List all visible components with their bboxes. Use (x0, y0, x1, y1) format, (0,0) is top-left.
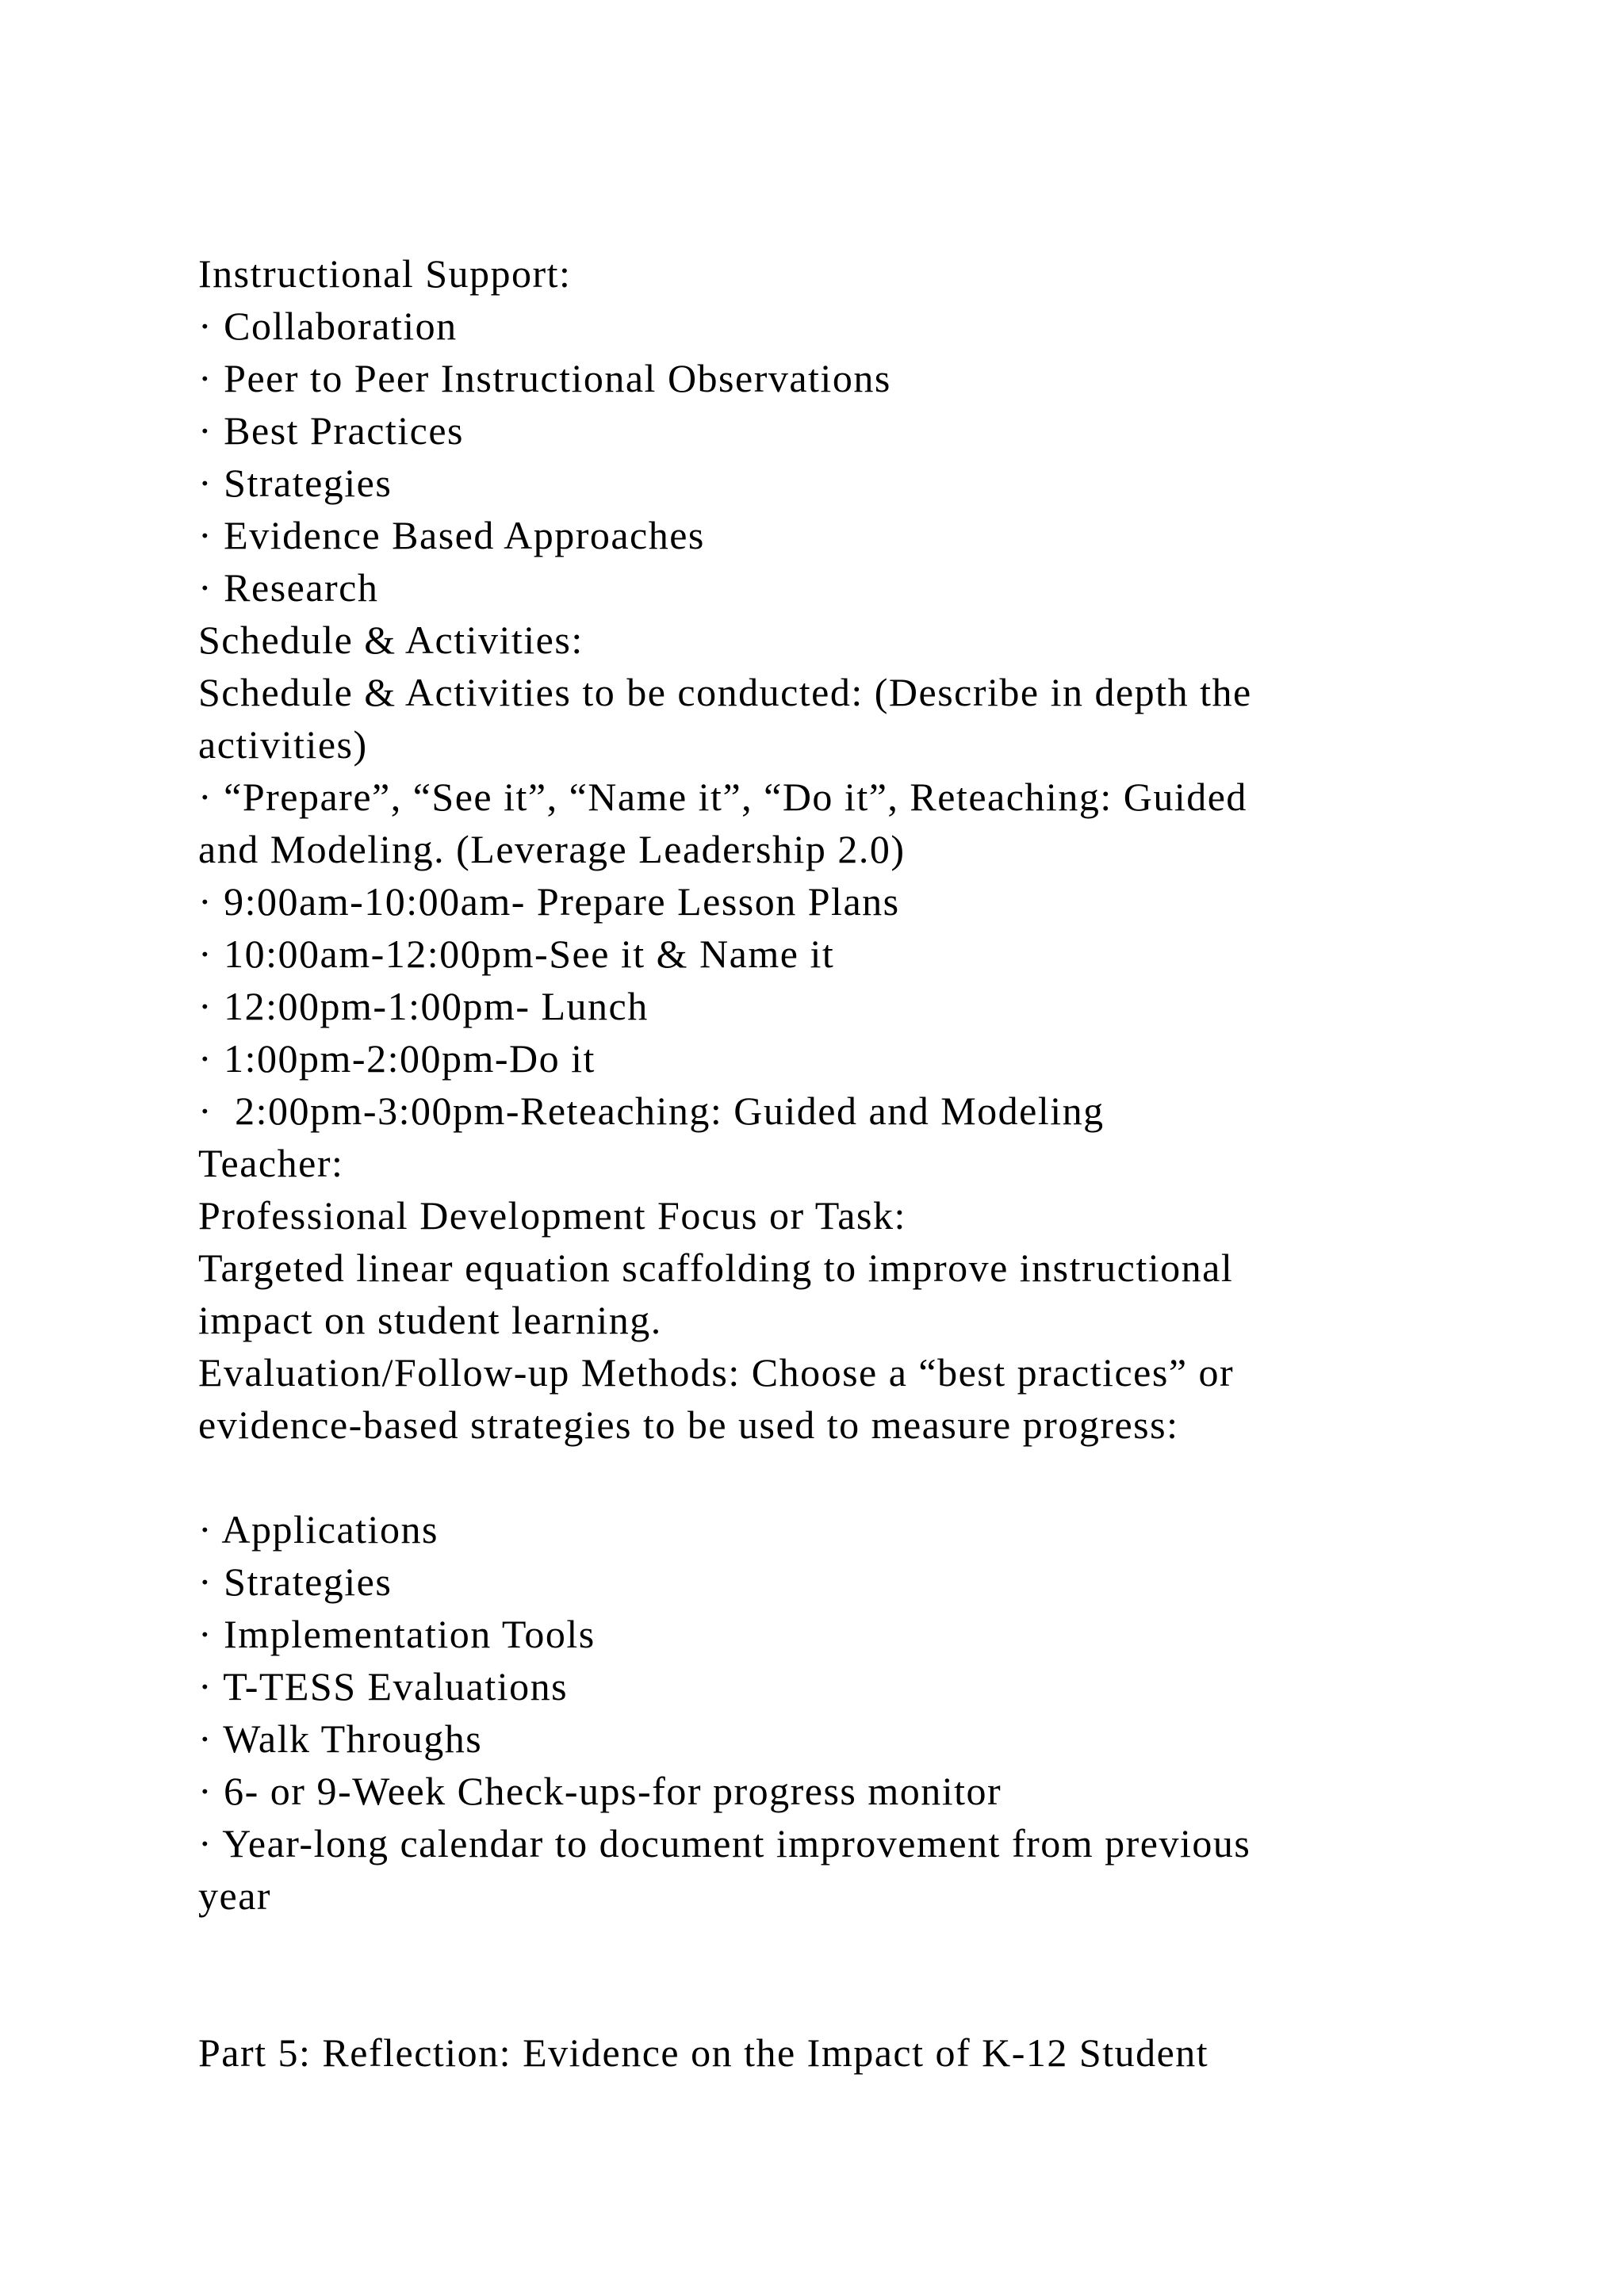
list-item: · Strategies (198, 1559, 393, 1604)
list-item: · Research (198, 565, 379, 610)
list-item: · 6- or 9-Week Check-ups-for progress monitor (198, 1769, 1002, 1813)
list-item: · 2:00pm-3:00pm-Reteaching: Guided and Modeling (198, 1089, 1105, 1133)
blank-line (198, 1974, 1546, 2026)
text-line: Instructional Support: (198, 251, 572, 296)
list-item: · 9:00am-10:00am- Prepare Lesson Plans (198, 879, 900, 924)
list-item: · 1:00pm-2:00pm-Do it (198, 1036, 596, 1081)
text-line: activities) (198, 722, 368, 767)
list-item: · Applications (198, 1507, 439, 1552)
list-item: · Peer to Peer Instructional Observations (198, 356, 891, 400)
text-line: Targeted linear equation scaffolding to improve instructional (198, 1246, 1234, 1290)
list-item: · Strategies (198, 461, 393, 505)
list-item: · Best Practices (198, 408, 465, 453)
text-line: and Modeling. (Leverage Leadership 2.0) (198, 827, 906, 871)
list-item: · 10:00am-12:00pm-See it & Name it (198, 932, 835, 976)
list-item: · “Prepare”, “See it”, “Name it”, “Do it”, Reteaching: Guided (198, 775, 1247, 819)
text-line: evidence-based strategies to be used to measure progress: (198, 1402, 1179, 1447)
list-item: · 12:00pm-1:00pm- Lunch (198, 984, 649, 1028)
text-line: Teacher: (198, 1141, 344, 1185)
text-line: Schedule & Activities: (198, 618, 584, 662)
list-item: · Implementation Tools (198, 1612, 596, 1656)
list-item: · Year-long calendar to document improvement from previous (198, 1821, 1251, 1866)
text-line: impact on student learning. (198, 1298, 662, 1342)
text-line: year (198, 1873, 272, 1918)
list-item: · Evidence Based Approaches (198, 513, 705, 557)
blank-line (198, 1451, 1546, 1503)
text-line: Evaluation/Follow-up Methods: Choose a “best practices” or (198, 1350, 1235, 1395)
text-line: Professional Development Focus or Task: (198, 1193, 906, 1238)
list-item: · Walk Throughs (198, 1716, 483, 1761)
document-body (198, 247, 1546, 2079)
list-item: · Collaboration (198, 304, 458, 348)
blank-line (198, 1922, 1546, 1974)
text-line: Part 5: Reflection: Evidence on the Impact of K-12 Student (198, 2030, 1209, 2075)
list-item: · T-TESS Evaluations (198, 1664, 569, 1709)
text-line: Schedule & Activities to be conducted: (Describe in depth the (198, 670, 1252, 714)
